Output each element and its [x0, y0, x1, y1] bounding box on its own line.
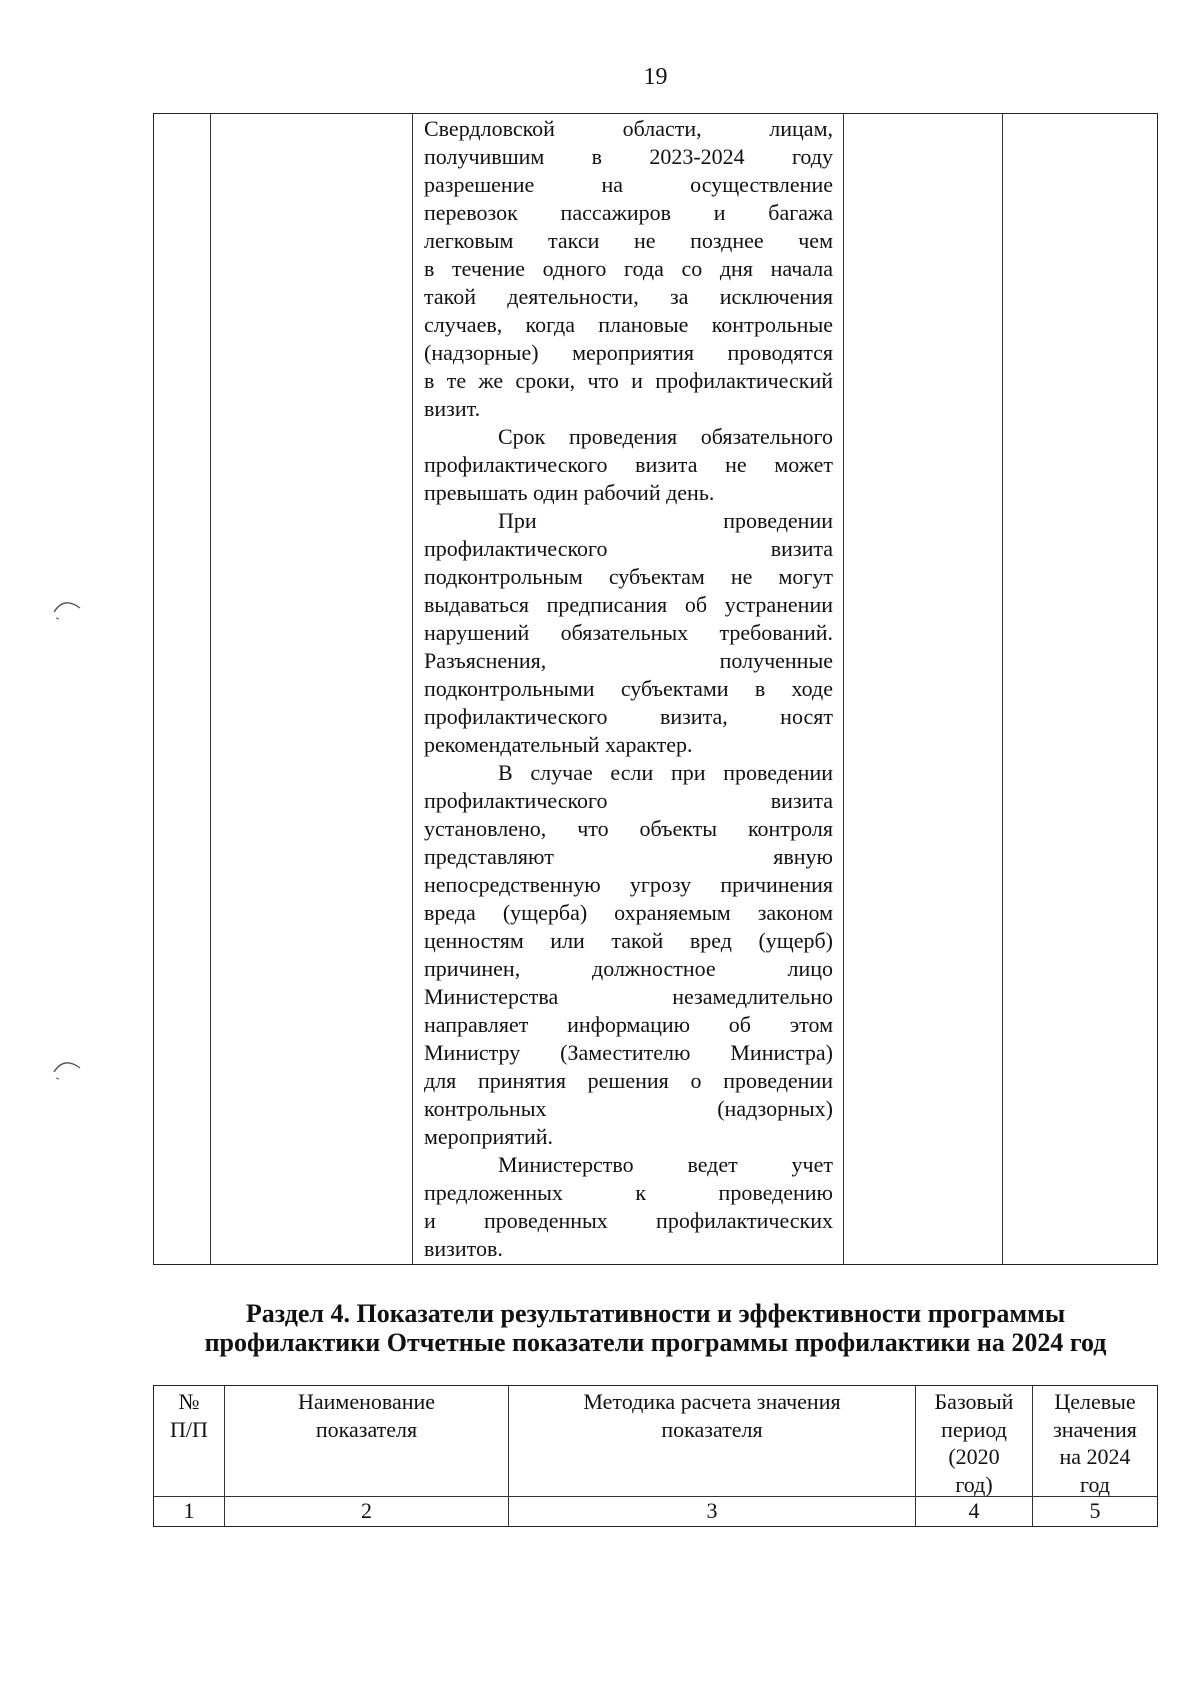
header-line: Целевые [1054, 1389, 1136, 1414]
section-heading-line: Раздел 4. Показатели результативности и эффективности программы [245, 1299, 1066, 1328]
header-line: год [1079, 1471, 1111, 1497]
header-line: № [178, 1389, 200, 1414]
text-line: мероприятий. [424, 1124, 554, 1149]
indicators-table [153, 1385, 1158, 1527]
text-line: получившим в 2023-2024 году [424, 144, 833, 169]
paragraph [424, 1151, 833, 1263]
header-line: показателя [315, 1416, 418, 1442]
text-line: непосредственную угрозу причинения [424, 872, 833, 897]
text-line: причинен, должностное лицо [424, 956, 833, 981]
text-line: легковым такси не позднее чем [424, 228, 833, 253]
text-line: установлено, что объекты контроля [424, 816, 833, 841]
text-line: Министерства незамедлительно [424, 984, 833, 1009]
header-calculation-method [509, 1386, 916, 1497]
header-line: (2020 [948, 1444, 1000, 1469]
text-line: визит. [424, 396, 481, 421]
header-line: Методика расчета значения [583, 1389, 841, 1414]
table1-col-description [413, 114, 844, 1264]
header-line: Базовый [934, 1389, 1014, 1414]
text-line: контрольных (надзорных) [424, 1096, 833, 1121]
text-line: и проведенных профилактических [424, 1208, 833, 1233]
text-line: В случае если при проведении [498, 760, 833, 785]
header-line: П/П [170, 1416, 208, 1442]
binder-hole-mark-icon [50, 1056, 84, 1082]
text-line: такой деятельности, за исключения [424, 284, 833, 309]
text-line: Министерство ведет учет [498, 1152, 833, 1177]
column-index-cell: 3 [509, 1497, 916, 1526]
text-line: профилактического визита не может [424, 452, 833, 477]
text-line: разрешение на осуществление [424, 172, 833, 197]
text-line: предложенных к проведению [424, 1180, 833, 1205]
header-line: значения [1053, 1416, 1137, 1442]
text-line: вреда (ущерба) охраняемым законом [424, 900, 833, 925]
text-line: подконтрольными субъектами в ходе [424, 676, 833, 701]
paragraph [424, 115, 833, 423]
text-line: рекомендательный характер. [424, 732, 693, 757]
text-line: в течение одного года со дня начала [424, 256, 833, 281]
header-line: показателя [661, 1416, 763, 1442]
text-line: Министру (Заместителю Министра) [424, 1040, 833, 1065]
text-line: нарушений обязательных требований. [424, 620, 833, 645]
text-line: представляют явную [424, 844, 833, 869]
text-line: визитов. [424, 1236, 503, 1261]
text-line: Разъяснения, полученные [424, 648, 833, 673]
paragraph [424, 423, 833, 507]
header-line: Наименование [297, 1389, 436, 1414]
text-line: Свердловской области, лицам, [424, 116, 833, 141]
binder-hole-mark-icon [50, 596, 84, 622]
text-line: (надзорные) мероприятия проводятся [424, 340, 833, 365]
header-base-period [916, 1386, 1033, 1497]
table1-col-number [154, 114, 211, 1264]
section-heading-line: профилактики Отчетные показатели программы профилактики на 2024 год [204, 1328, 1107, 1357]
text-line: профилактического визита [424, 536, 833, 561]
text-line: ценностям или такой вред (ущерб) [424, 928, 833, 953]
text-line: в те же сроки, что и профилактический [424, 368, 833, 393]
paragraph [424, 759, 833, 1151]
table1-col-name [211, 114, 413, 1264]
table1-col-deadline [844, 114, 1003, 1264]
text-line: Срок проведения обязательного [498, 424, 833, 449]
text-line: При проведении [498, 508, 833, 533]
paragraph [424, 507, 833, 759]
header-target-values [1033, 1386, 1157, 1497]
column-index-cell: 1 [154, 1497, 225, 1526]
section-heading [153, 1299, 1158, 1357]
text-line: превышать один рабочий день. [424, 480, 715, 505]
header-line: год) [955, 1471, 993, 1497]
column-index-cell: 2 [225, 1497, 509, 1526]
header-indicator-name [225, 1386, 509, 1497]
text-line: профилактического визита, носят [424, 704, 833, 729]
measures-table-continuation [153, 113, 1158, 1265]
page-number: 19 [643, 64, 668, 90]
text-line: подконтрольным субъектам не могут [424, 564, 833, 589]
text-line: направляет информацию об этом [424, 1012, 833, 1037]
header-line: период [941, 1416, 1007, 1442]
text-line: перевозок пассажиров и багажа [424, 200, 833, 225]
text-line: для принятия решения о проведении [424, 1068, 833, 1093]
table1-col-responsible [1003, 114, 1157, 1264]
text-line: случаев, когда плановые контрольные [424, 312, 833, 337]
column-index-cell: 5 [1089, 1498, 1101, 1523]
column-index-cell: 4 [916, 1497, 1033, 1526]
text-line: профилактического визита [424, 788, 833, 813]
text-line: выдаваться предписания об устранении [424, 592, 833, 617]
header-line: на 2024 [1059, 1444, 1131, 1469]
header-number [154, 1386, 225, 1497]
